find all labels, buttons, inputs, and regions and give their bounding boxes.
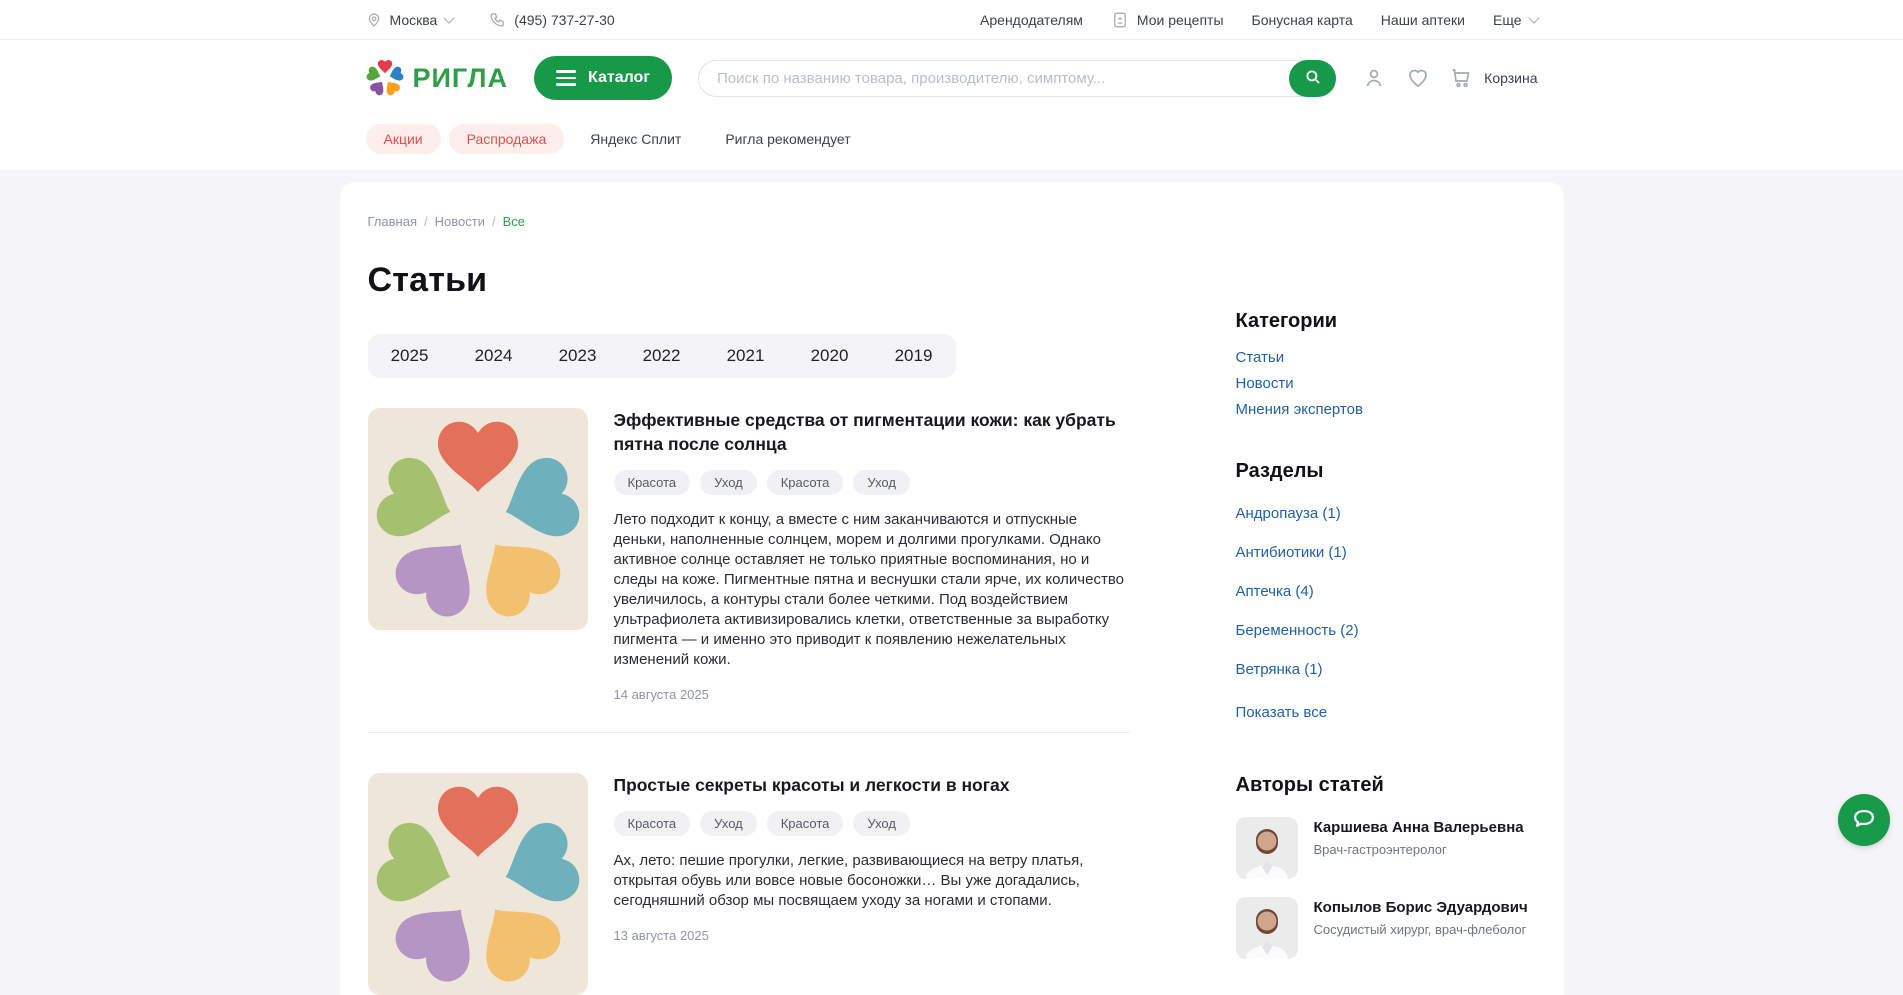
phone-icon [489, 11, 506, 28]
article-date: 14 августа 2025 [614, 687, 1130, 702]
quick-nav-item[interactable]: Ригла рекомендует [707, 124, 868, 154]
quick-nav [340, 108, 1564, 154]
hamburger-icon [556, 70, 576, 86]
year-tab[interactable]: 2022 [620, 346, 704, 366]
breadcrumb-separator: / [492, 214, 496, 229]
breadcrumb-link[interactable]: Новости [435, 214, 485, 229]
article-title[interactable]: Эффективные средства от пигментации кожи: как убрать пятна после солнца [614, 409, 1130, 456]
section-link[interactable]: Ветрянка (1) [1236, 661, 1536, 678]
year-tab[interactable]: 2023 [536, 346, 620, 366]
search-bar [698, 60, 1336, 97]
location-pin-icon [366, 12, 382, 28]
breadcrumb-link[interactable]: Все [503, 214, 525, 229]
more-label: Еще [1493, 12, 1522, 28]
article-tag[interactable]: Красота [614, 811, 691, 836]
authors-list [1236, 817, 1536, 959]
logo-flower-icon [366, 59, 404, 97]
breadcrumb [368, 214, 1130, 229]
article-image[interactable] [368, 408, 588, 630]
section-link[interactable]: Беременность (2) [1236, 622, 1536, 639]
city-label: Москва [390, 12, 438, 28]
year-tabs [368, 334, 956, 378]
article-card [368, 732, 1130, 995]
content-card [340, 182, 1564, 995]
phone-link[interactable] [489, 11, 614, 28]
author-avatar [1236, 817, 1298, 879]
articles-list [368, 408, 1130, 995]
search-button[interactable] [1289, 60, 1336, 97]
search-icon [1304, 68, 1322, 89]
more-menu[interactable] [1493, 12, 1538, 28]
section-link[interactable]: Антибиотики (1) [1236, 544, 1536, 561]
catalog-label: Каталог [588, 69, 650, 87]
category-link[interactable]: Статьи [1236, 349, 1536, 366]
breadcrumb-link[interactable]: Главная [368, 214, 417, 229]
author-avatar [1236, 897, 1298, 959]
author-item[interactable] [1236, 897, 1536, 959]
article-title[interactable]: Простые секреты красоты и легкости в ногах [614, 774, 1130, 798]
brand-name: РИГЛА [413, 63, 509, 94]
year-tab[interactable]: 2025 [368, 346, 452, 366]
cart-button[interactable] [1450, 66, 1537, 90]
our-pharmacies-link[interactable]: Наши аптеки [1381, 12, 1465, 28]
article-tags [614, 811, 1130, 836]
page-title: Статьи [368, 261, 1130, 300]
author-role: Сосудистый хирург, врач-флеболог [1314, 922, 1528, 937]
article-tag[interactable]: Красота [767, 470, 844, 495]
cart-label: Корзина [1484, 70, 1537, 86]
article-tag[interactable]: Уход [700, 470, 757, 495]
profile-icon[interactable] [1362, 66, 1386, 90]
site-header [0, 40, 1903, 170]
article-tag[interactable]: Красота [767, 811, 844, 836]
rigla-logo[interactable] [366, 59, 509, 97]
quick-nav-item[interactable]: Яндекс Сплит [572, 124, 699, 154]
prescription-icon [1111, 11, 1129, 29]
show-all-link[interactable]: Показать все [1236, 704, 1328, 721]
cart-icon [1450, 66, 1475, 90]
year-tab[interactable]: 2019 [872, 346, 956, 366]
year-tab[interactable]: 2020 [788, 346, 872, 366]
article-tag[interactable]: Уход [853, 470, 910, 495]
article-excerpt: Ах, лето: пешие прогулки, легкие, развивающиеся на ветру платья, открытая обувь или вовсе новые босоножки… Вы уже догадались, сегодняшний обзор мы посвящаем уходу за ногами и стопами. [614, 851, 1130, 911]
article-date: 13 августа 2025 [614, 928, 1130, 943]
landlords-link[interactable]: Арендодателям [980, 12, 1083, 28]
article-image[interactable] [368, 773, 588, 995]
categories-heading: Категории [1236, 310, 1536, 333]
quick-nav-item[interactable]: Акции [366, 124, 441, 154]
author-role: Врач-гастроэнтеролог [1314, 842, 1524, 857]
category-link[interactable]: Новости [1236, 375, 1536, 392]
year-tab[interactable]: 2021 [704, 346, 788, 366]
bonus-card-link[interactable]: Бонусная карта [1252, 12, 1353, 28]
my-prescriptions-label: Мои рецепты [1137, 12, 1224, 28]
phone-number: (495) 737-27-30 [514, 12, 614, 28]
top-bar [0, 0, 1903, 40]
sidebar [1236, 214, 1536, 995]
chat-button[interactable] [1838, 794, 1890, 846]
article-card [368, 408, 1130, 702]
category-link[interactable]: Мнения экспертов [1236, 401, 1536, 418]
sections-list [1236, 505, 1536, 678]
quick-nav-item[interactable]: Распродажа [449, 124, 565, 154]
section-link[interactable]: Аптечка (4) [1236, 583, 1536, 600]
article-tag[interactable]: Красота [614, 470, 691, 495]
sections-heading: Разделы [1236, 460, 1536, 483]
chevron-down-icon [1528, 12, 1539, 23]
author-name: Копылов Борис Эдуардович [1314, 899, 1528, 916]
article-tags [614, 470, 1130, 495]
year-tab[interactable]: 2024 [452, 346, 536, 366]
my-prescriptions-link[interactable] [1111, 11, 1224, 29]
chevron-down-icon [444, 12, 455, 23]
section-link[interactable]: Андропауза (1) [1236, 505, 1536, 522]
article-tag[interactable]: Уход [700, 811, 757, 836]
author-item[interactable] [1236, 817, 1536, 879]
catalog-button[interactable] [534, 56, 672, 100]
breadcrumb-separator: / [424, 214, 428, 229]
article-tag[interactable]: Уход [853, 811, 910, 836]
authors-heading: Авторы статей [1236, 774, 1536, 797]
search-input[interactable] [698, 60, 1336, 97]
author-name: Каршиева Анна Валерьевна [1314, 819, 1524, 836]
favorites-heart-icon[interactable] [1405, 66, 1431, 90]
city-selector[interactable] [366, 12, 454, 28]
categories-list [1236, 349, 1536, 418]
article-excerpt: Лето подходит к концу, а вместе с ним заканчиваются и отпускные деньки, наполненные солнцем, морем и долгими прогулками. Однако активное солнце оставляет не только приятные воспоминания, но и следы на коже. Пигментные пятна и веснушки стали ярче, их количество увеличилось, а контуры стали более четкими. Под воздействием ультрафиолета активизировались клетки, ответственные за выработку пигмента — и именно это приводит к появлению нежелательных изменений кожи. [614, 510, 1130, 670]
chat-bubble-icon [1850, 805, 1878, 836]
